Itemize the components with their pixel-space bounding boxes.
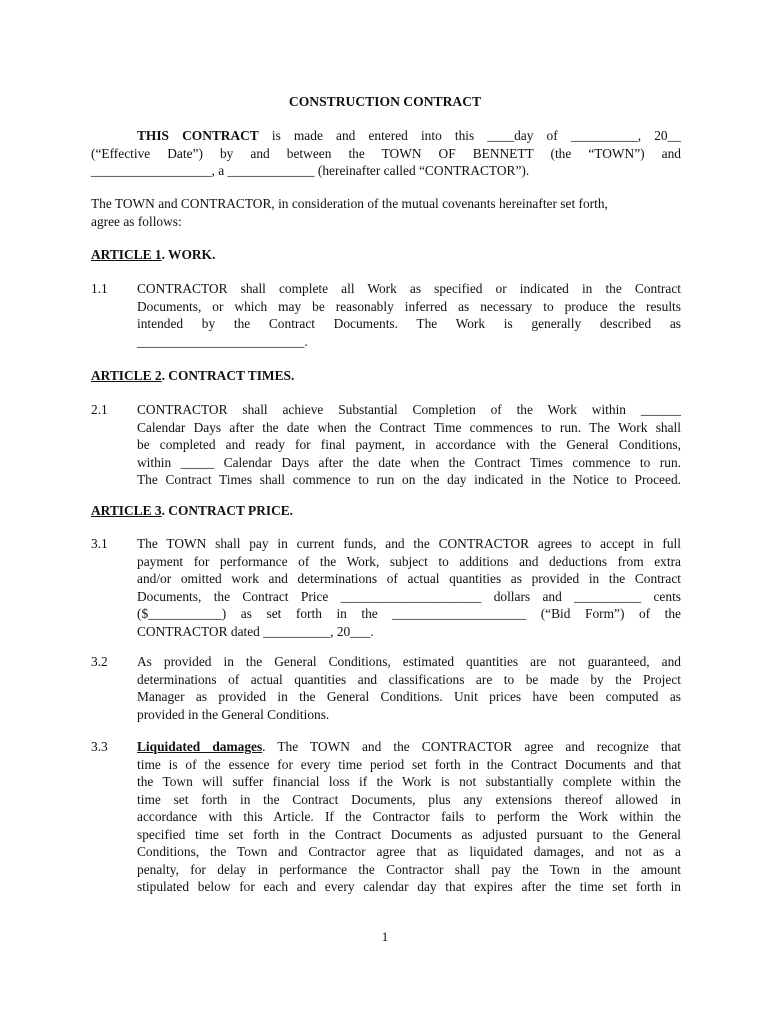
section-line: The Contract Times shall commence to run on the day indicated in the Notice to Proceed. — [137, 472, 681, 487]
article-1-heading — [91, 246, 681, 264]
section-line: accordance with this Article. If the Contractor fails to perform the Work within the — [137, 809, 681, 824]
article-1-label: ARTICLE 1 — [91, 247, 162, 262]
section-line — [137, 738, 681, 756]
section-line: The TOWN shall pay in current funds, and the CONTRACTOR agrees to accept in full — [137, 536, 681, 551]
page-number: 1 — [381, 929, 389, 944]
section-1-1 — [91, 280, 681, 350]
section-line: As provided in the General Conditions, estimated quantities are not guaranteed, and — [137, 654, 681, 669]
article-1-title: . WORK. — [161, 247, 216, 262]
section-number: 2.1 — [91, 402, 108, 417]
section-number: 3.2 — [91, 654, 108, 669]
section-line: time set forth in the Contract Documents, plus any extensions thereof allowed in — [137, 791, 681, 807]
section-line: determinations of actual quantities and classifications are to be made by the Project — [137, 671, 681, 687]
section-number: 1.1 — [91, 281, 108, 296]
article-3-label: ARTICLE 3 — [91, 503, 162, 518]
intro-line-1-rest: is made and entered into this ____day of __________, 20__ — [258, 128, 682, 143]
article-3-heading — [91, 502, 681, 520]
section-line: ($___________) as set forth in the ____________________ (“Bid Form”) of the — [137, 606, 681, 621]
section-body — [137, 738, 681, 896]
intro-paragraph — [91, 127, 681, 180]
recital-paragraph — [91, 195, 681, 230]
section-body — [137, 280, 681, 350]
section-number: 3.1 — [91, 536, 108, 551]
section-line: Calendar Days after the date when the Contract Time commences to run. The Work shall — [137, 419, 681, 435]
recital-line-2: agree as follows: — [91, 213, 182, 229]
section-3-3 — [91, 738, 681, 896]
section-line: _________________________. — [137, 333, 308, 349]
section-line: penalty, for delay in performance the Contractor shall pay the Town in the amount — [137, 861, 681, 877]
section-2-1 — [91, 401, 681, 489]
section-line-rest: . The TOWN and the CONTRACTOR agree and recognize that — [262, 739, 681, 754]
article-2-heading — [91, 367, 681, 385]
section-line: the Town will suffer financial loss if the Work is not substantially complete within the — [137, 774, 681, 789]
section-body — [137, 401, 681, 489]
section-body — [137, 535, 681, 640]
section-3-2 — [91, 653, 681, 723]
intro-line-2: (“Effective Date”) by and between the TOWN OF BENNETT (the “TOWN”) and — [91, 145, 681, 161]
section-line: stipulated below for each and every calendar day that expires after the time set forth in — [137, 879, 681, 894]
section-line: CONTRACTOR dated __________, 20___. — [137, 623, 374, 639]
section-line: intended by the Contract Documents. The Work is generally described as — [137, 316, 681, 331]
section-line: Documents, or which may be reasonably inferred as necessary to produce the results — [137, 298, 681, 314]
section-line: Manager as provided in the General Conditions. Unit prices have been computed as — [137, 689, 681, 704]
intro-bold-lead: THIS CONTRACT — [137, 128, 259, 143]
liquidated-damages-heading: Liquidated damages — [137, 739, 263, 754]
intro-line-3: __________________, a _____________ (hereinafter called “CONTRACTOR”). — [91, 163, 530, 178]
section-3-1 — [91, 535, 681, 640]
section-line: within _____ Calendar Days after the date when the Contract Times commence to run. — [137, 454, 681, 470]
section-line: Conditions, the Town and Contractor agree that as liquidated damages, and not as a — [137, 844, 681, 859]
section-line: CONTRACTOR shall achieve Substantial Completion of the Work within ______ — [137, 402, 681, 417]
section-line: be completed and ready for final payment, in accordance with the General Conditions, — [137, 437, 681, 452]
section-line: CONTRACTOR shall complete all Work as specified or indicated in the Contract — [137, 281, 681, 296]
intro-line-1 — [91, 127, 681, 145]
section-line: payment for performance of the Work, subject to additions and deductions from extra — [137, 553, 681, 569]
section-line: and/or omitted work and determinations of actual quantities as provided in the Contract — [137, 571, 681, 586]
section-line: time is of the essence for every time period set forth in the Contract Documents and that — [137, 756, 681, 772]
document-title: CONSTRUCTION CONTRACT — [288, 94, 482, 109]
section-number: 3.3 — [91, 739, 108, 754]
section-line: provided in the General Conditions. — [137, 706, 330, 722]
recital-line-1: The TOWN and CONTRACTOR, in consideration of the mutual covenants hereinafter set forth, — [91, 196, 608, 211]
article-3-title: . CONTRACT PRICE. — [161, 503, 294, 518]
section-body — [137, 653, 681, 723]
article-2-label: ARTICLE 2 — [91, 368, 162, 383]
article-2-title: . CONTRACT TIMES. — [161, 368, 295, 383]
section-line: Documents, the Contract Price _____________________ dollars and __________ cents — [137, 588, 681, 604]
section-line: specified time set forth in the Contract Documents as adjusted pursuant to the General — [137, 826, 681, 842]
